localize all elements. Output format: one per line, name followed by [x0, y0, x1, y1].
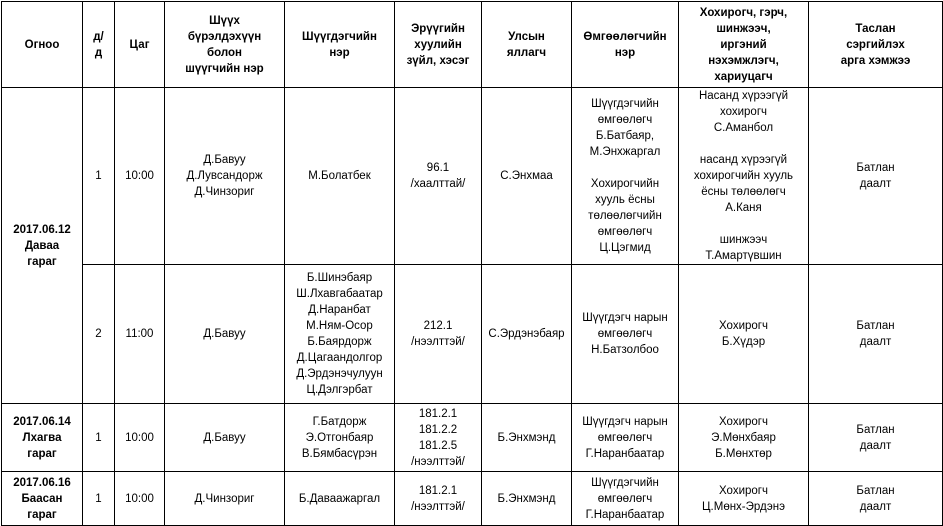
header-victims: Хохирогч, гэрч, шинжээч, иргэний нэхэмжлэгч, хариуцагч	[679, 2, 809, 88]
case-measure: Батлан даалт	[809, 265, 943, 404]
case-lawyers: Шүүгдэгчийн өмгөөлөгч Г.Наранбаатар	[572, 472, 679, 526]
case-lawyers: Шүүгдэгч нарын өмгөөлөгч Г.Наранбаатар	[572, 404, 679, 472]
table-row	[2, 265, 943, 404]
case-number: 1	[83, 404, 115, 472]
case-article: 212.1 /нээлттэй/	[395, 265, 482, 404]
case-defendants: Б.Даваажаргал	[285, 472, 395, 526]
case-number: 2	[83, 265, 115, 404]
header-article: Эрүүгийн хуулийн зүйл, хэсэг	[395, 2, 482, 88]
case-judges: Д.Бавуу	[165, 404, 285, 472]
case-measure: Батлан даалт	[809, 404, 943, 472]
table-row	[2, 472, 943, 526]
case-prosecutor: С.Эрдэнэбаяр	[482, 265, 572, 404]
case-defendants: Г.Батдорж Э.Отгонбаяр В.Бямбасүрэн	[285, 404, 395, 472]
case-lawyers: Шүүгдэгч нарын өмгөөлөгч Н.Батзолбоо	[572, 265, 679, 404]
case-judges: Д.Бавуу	[165, 265, 285, 404]
date-cell: 2017.06.16 Баасан гараг	[2, 472, 83, 526]
case-victims: Хохирогч Э.Мөнхбаяр Б.Мөнхтөр	[679, 404, 809, 472]
case-article: 181.2.1 181.2.2 181.2.5 /нээлттэй/	[395, 404, 482, 472]
case-time: 11:00	[115, 265, 165, 404]
case-victims: Хохирогч Б.Хүдэр	[679, 265, 809, 404]
header-prosecutor: Улсын яллагч	[482, 2, 572, 88]
header-lawyers: Өмгөөлөгчийн нэр	[572, 2, 679, 88]
case-time: 10:00	[115, 472, 165, 526]
case-victims: Насанд хүрээгүй хохирогч С.Аманбол насанд хүрээгүй хохирогчийн хууль ёсны төлөөлөгч А.Каня шинжээч Т.Амартүвшин	[679, 88, 809, 265]
case-time: 10:00	[115, 404, 165, 472]
case-prosecutor: С.Энхмаа	[482, 88, 572, 265]
case-judges: Д.Чинзориг	[165, 472, 285, 526]
case-time: 10:00	[115, 88, 165, 265]
case-number: 1	[83, 88, 115, 265]
case-victims: Хохирогч Ц.Мөнх-Эрдэнэ	[679, 472, 809, 526]
case-number: 1	[83, 472, 115, 526]
header-number: д/ д	[83, 2, 115, 88]
case-defendants: М.Болатбек	[285, 88, 395, 265]
header-date: Огноо	[2, 2, 83, 88]
case-measure: Батлан даалт	[809, 472, 943, 526]
table-row	[2, 404, 943, 472]
case-measure: Батлан даалт	[809, 88, 943, 265]
date-cell: 2017.06.12 Даваа гараг	[2, 88, 83, 404]
date-cell: 2017.06.14 Лхагва гараг	[2, 404, 83, 472]
case-article: 96.1 /хаалттай/	[395, 88, 482, 265]
court-schedule-table	[1, 1, 943, 526]
case-prosecutor: Б.Энхмэнд	[482, 404, 572, 472]
header-time: Цаг	[115, 2, 165, 88]
case-defendants: Б.Шинэбаяр Ш.Лхавгабаатар Д.Наранбат М.Ням-Осор Б.Баярдорж Д.Цагаандолгор Д.Эрдэнэчулуун Ц.Дэлгэрбат	[285, 265, 395, 404]
header-judges: Шүүх бүрэлдэхүүн болон шүүгчийн нэр	[165, 2, 285, 88]
case-lawyers: Шүүгдэгчийн өмгөөлөгч Б.Батбаяр, М.Энхжаргал Хохирогчийн хууль ёсны төлөөлөгчийн өмгөөлөгч Ц.Цэгмид	[572, 88, 679, 265]
header-measure: Таслан сэргийлэх арга хэмжээ	[809, 2, 943, 88]
header-defendants: Шүүгдэгчийн нэр	[285, 2, 395, 88]
table-row	[2, 88, 943, 265]
case-judges: Д.Бавуу Д.Лувсандорж Д.Чинзориг	[165, 88, 285, 265]
case-prosecutor: Б.Энхмэнд	[482, 472, 572, 526]
header-row	[2, 2, 943, 88]
case-article: 181.2.1 /нээлттэй/	[395, 472, 482, 526]
